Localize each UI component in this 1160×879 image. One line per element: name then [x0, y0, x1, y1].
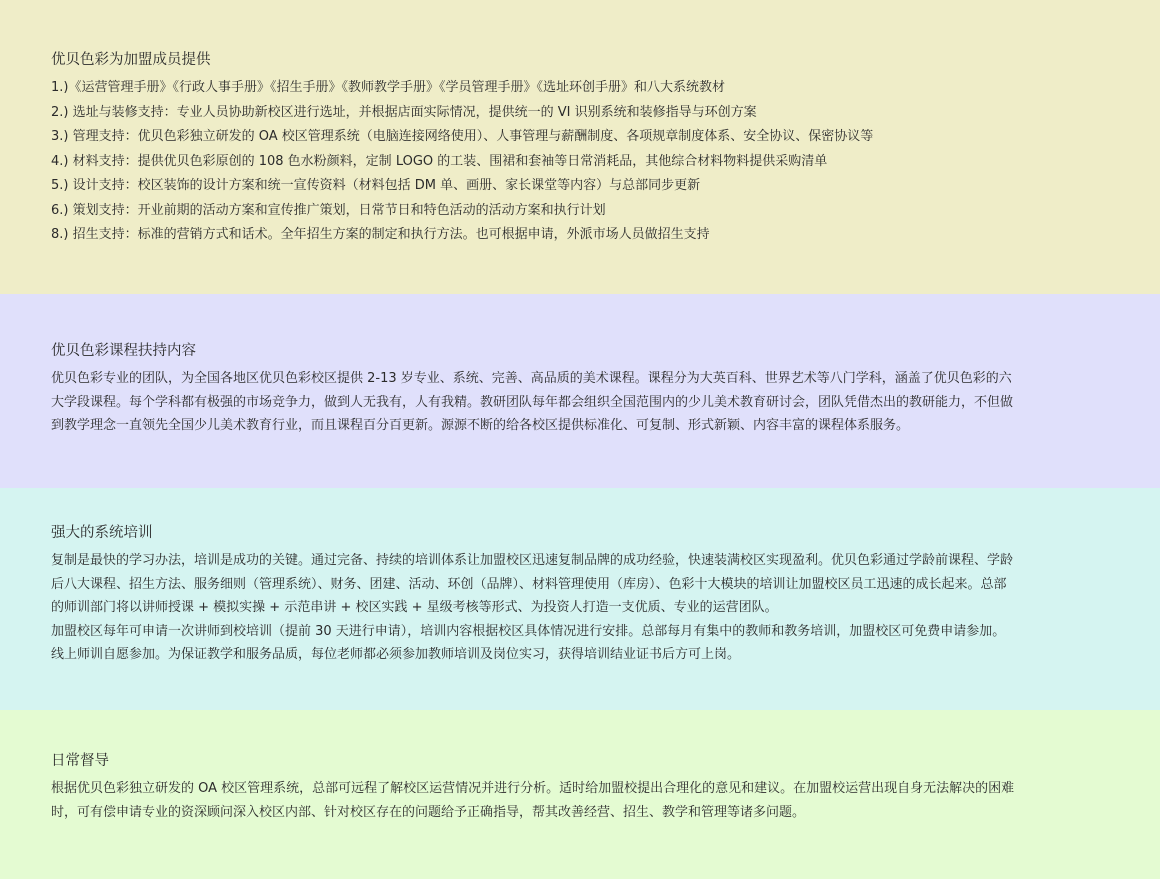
paragraph-line: 后八大课程、招生方法、服务细则（管理系统）、财务、团建、活动、环创（品牌）、材料管理使用（库房）、色彩十大模块的培训让加盟校区员工迅速的成长起来。总部	[51, 576, 1007, 592]
list-item: 8.) 招生支持：标准的营销方式和话术。全年招生方案的制定和执行方法。也可根据申请，外派市场人员做招生支持	[51, 227, 710, 242]
paragraph-line: 的师训部门将以讲师授课 + 模拟实操 + 示范串讲 + 校区实践 + 星级考核等形式、为投资人打造一支优质、专业的运营团队。	[51, 600, 778, 615]
section-paragraph	[51, 549, 1100, 667]
section-paragraph	[51, 777, 1100, 824]
paragraph-line: 优贝色彩专业的团队，为全国各地区优贝色彩校区提供 2-13 岁专业、系统、完善、高品质的美术课程。课程分为大英百科、世界艺术等八门学科，涵盖了优贝色彩的六	[51, 371, 1012, 386]
section-paragraph	[51, 367, 1100, 438]
support-list	[51, 76, 1100, 248]
paragraph-line: 复制是最快的学习办法，培训是成功的关键。通过完备、持续的培训体系让加盟校区迅速复制品牌的成功经验，快速装满校区实现盈利。优贝色彩通过学龄前课程、学龄	[51, 553, 1014, 568]
list-item: 3.) 管理支持：优贝色彩独立研发的 OA 校区管理系统（电脑连接网络使用）、人事管理与薪酬制度、各项规章制度体系、安全协议、保密协议等	[51, 129, 874, 144]
paragraph-line: 线上师训自愿参加。为保证教学和服务品质，每位老师都必须参加教师培训及岗位实习，获得培训结业证书后方可上岗。	[51, 647, 741, 662]
paragraph-line: 根据优贝色彩独立研发的 OA 校区管理系统，总部可远程了解校区运营情况并进行分析。适时给加盟校提出合理化的意见和建议。在加盟校运营出现自身无法解决的困难	[51, 781, 1015, 796]
section-title: 强大的系统培训	[51, 525, 153, 541]
paragraph-line: 到教学理念一直领先全国少儿美术教育行业，而且课程百分百更新。源源不断的给各校区提供标准化、可复制、形式新颖、内容丰富的课程体系服务。	[51, 418, 910, 433]
list-item: 1.)《运营管理手册》《行政人事手册》《招生手册》《教师教学手册》《学员管理手册》《选址环创手册》和八大系统教材	[51, 80, 725, 95]
list-item: 5.) 设计支持：校区装饰的设计方案和统一宣传资料（材料包括 DM 单、画册、家长课堂等内容）与总部同步更新	[51, 178, 701, 193]
section-title: 优贝色彩为加盟成员提供	[51, 52, 211, 68]
section-title: 优贝色彩课程扶持内容	[51, 343, 196, 359]
paragraph-line: 大学段课程。每个学科都有极强的市场竞争力，做到人无我有，人有我精。教研团队每年都会组织全国范围内的少儿美术教育研讨会，团队凭借杰出的教研能力，不但做	[51, 394, 1014, 410]
paragraph-line: 时，可有偿申请专业的资深顾问深入校区内部、针对校区存在的问题给予正确指导，帮其改善经营、招生、教学和管理等诸多问题。	[51, 804, 806, 820]
course-support-section	[0, 294, 1160, 488]
training-section	[0, 488, 1160, 710]
list-item: 6.) 策划支持：开业前期的活动方案和宣传推广策划，日常节日和特色活动的活动方案和执行计划	[51, 202, 606, 218]
section-title: 日常督导	[51, 753, 109, 769]
paragraph-line: 加盟校区每年可申请一次讲师到校培训（提前 30 天进行申请），培训内容根据校区具体情况进行安排。总部每月有集中的教师和教务培训，加盟校区可免费申请参加。	[51, 623, 1006, 639]
supervision-section	[0, 710, 1160, 879]
list-item: 2.) 选址与装修支持：专业人员协助新校区进行选址，并根据店面实际情况，提供统一的 VI 识别系统和装修指导与环创方案	[51, 104, 757, 120]
franchise-support-section	[0, 0, 1160, 294]
list-item: 4.) 材料支持：提供优贝色彩原创的 108 色水粉颜料，定制 LOGO 的工装、围裙和套袖等日常消耗品，其他综合材料物料提供采购清单	[51, 153, 828, 169]
